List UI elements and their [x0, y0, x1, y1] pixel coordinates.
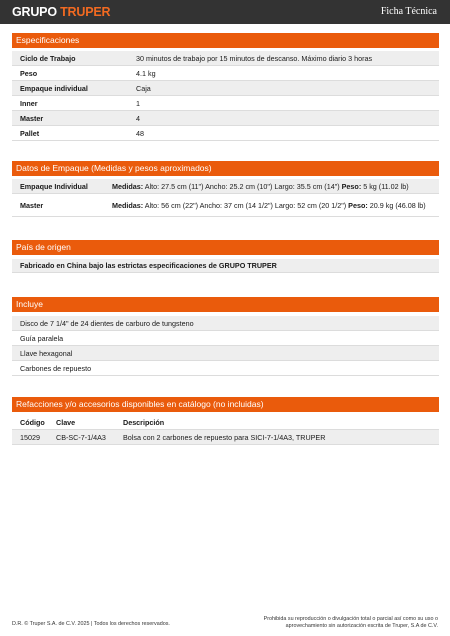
cell-codigo: 15029 [20, 432, 40, 442]
footer-copyright: D.R. © Truper S.A. de C.V. 2025 | Todos los derechos reservados. [12, 621, 170, 627]
footer-disclaimer [240, 616, 438, 630]
dimensions: Alto: 27.5 cm (11") Ancho: 25.2 cm (10") Largo: 35.5 cm (14") [143, 181, 342, 191]
spec-label: Pallet [20, 128, 40, 138]
spec-value: Caja [136, 83, 151, 93]
section-title: Incluye [12, 297, 439, 312]
section-incluye [12, 297, 439, 376]
spec-value: 48 [136, 128, 144, 138]
spec-row [12, 66, 439, 81]
peso-label: Peso: [348, 200, 368, 210]
spec-value: 4.1 kg [136, 68, 156, 78]
packaging-value [112, 201, 439, 210]
table-row [12, 430, 439, 445]
brand-part-grupo: GRUPO [12, 5, 57, 19]
footer-disclaimer-line2: aprovechamiento sin autorización escrita de Truper, S.A de C.V. [285, 623, 438, 629]
brand-part-truper: TRUPER [60, 5, 111, 19]
footer-disclaimer-line1: Prohibida su reproducción o divulgación total o parcial así como su uso o [263, 616, 438, 622]
spec-row [12, 81, 439, 96]
spec-row [12, 51, 439, 66]
medidas-label: Medidas: [112, 200, 144, 210]
packaging-row [12, 179, 439, 194]
section-title: País de origen [12, 240, 439, 255]
spec-row [12, 126, 439, 141]
packaging-label: Master [20, 200, 44, 210]
header-bar [0, 0, 450, 24]
cell-clave: CB-SC-7-1/4A3 [56, 432, 106, 442]
medidas-label: Medidas: [112, 181, 144, 191]
section-empaque [12, 161, 439, 217]
brand-logo [12, 5, 110, 19]
cell-descripcion: Bolsa con 2 carbones de repuesto para SICI-7-1/4A3, TRUPER [123, 432, 326, 442]
peso-label: Peso: [341, 181, 362, 191]
spec-value: 1 [136, 98, 140, 108]
packaging-label: Empaque Individual [20, 181, 88, 191]
document-type: Ficha Técnica [380, 6, 437, 17]
section-refacciones [12, 397, 439, 445]
packaging-value [112, 182, 439, 191]
spec-label: Master [20, 113, 44, 123]
spec-row [12, 111, 439, 126]
table-header-row [12, 415, 439, 430]
included-item: Llave hexagonal [12, 346, 439, 361]
spec-row [12, 96, 439, 111]
weight: 5 kg (11.02 lb) [361, 181, 409, 191]
dimensions: Alto: 56 cm (22") Ancho: 37 cm (14 1/2") Largo: 52 cm (20 1/2") [143, 200, 349, 210]
weight: 20.9 kg (46.08 lb) [367, 200, 426, 210]
spec-label: Inner [20, 98, 38, 108]
spec-value: 4 [136, 113, 140, 123]
included-item: Disco de 7 1/4" de 24 dientes de carburo de tungsteno [12, 316, 439, 331]
included-item: Carbones de repuesto [12, 361, 439, 376]
packaging-row [12, 194, 439, 217]
section-origen [12, 240, 439, 273]
spec-label: Ciclo de Trabajo [20, 53, 76, 63]
origin-text: Fabricado en China bajo las estrictas especificaciones de GRUPO TRUPER [12, 259, 439, 273]
section-title: Refacciones y/o accesorios disponibles en catálogo (no incluidas) [12, 397, 439, 412]
section-title: Datos de Empaque (Medidas y pesos aproximados) [12, 161, 439, 176]
column-header-descripcion: Descripción [123, 417, 165, 427]
section-especificaciones [12, 33, 439, 141]
spec-value: 30 minutos de trabajo por 15 minutos de descanso. Máximo diario 3 horas [136, 53, 373, 63]
column-header-codigo: Código [20, 417, 45, 427]
spec-label: Peso [20, 68, 38, 78]
included-item: Guía paralela [12, 331, 439, 346]
section-title: Especificaciones [12, 33, 439, 48]
spec-label: Empaque individual [20, 83, 88, 93]
column-header-clave: Clave [56, 417, 76, 427]
